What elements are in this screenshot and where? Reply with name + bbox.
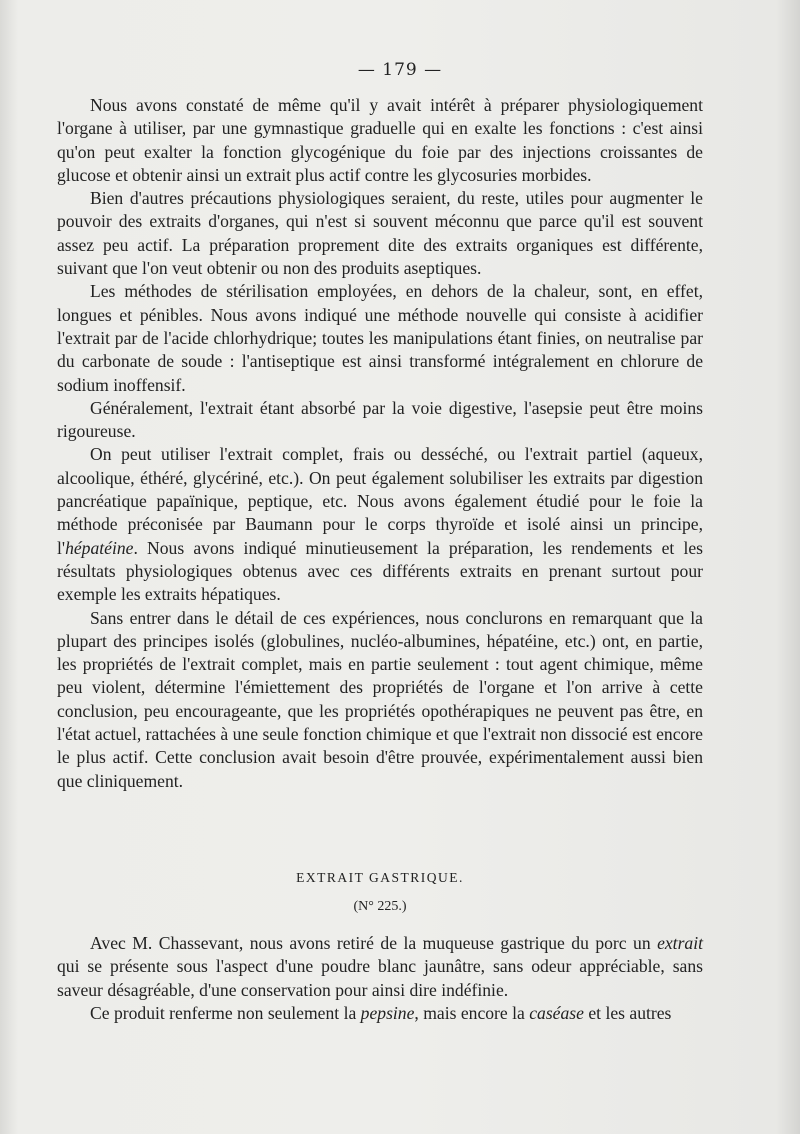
section-paragraph-2 — [57, 1002, 703, 1025]
section-paragraph-2-start: Ce produit renferme non seulement la — [90, 1002, 361, 1023]
paragraph-5 — [57, 443, 703, 606]
casease-term: caséase — [529, 1002, 584, 1023]
section-number: (N° 225.) — [353, 899, 407, 914]
section-extrait-gastrique — [57, 868, 703, 1025]
section-paragraph-1-end: qui se présente sous l'aspect d'une poudre blanc jaunâtre, sans odeur appréciable, sans saveur désagréable, d'une conservation pour ainsi dire indéfinie. — [57, 956, 703, 1000]
pepsine-term: pepsine — [360, 1002, 415, 1023]
extrait-term: extrait — [657, 933, 703, 953]
section-title: EXTRAIT GASTRIQUE. — [296, 870, 464, 885]
section-paragraph-1 — [57, 932, 703, 1002]
hepateine-term: hépatéine — [65, 537, 134, 558]
page-number: — 179 — — [357, 60, 443, 80]
paragraph-2: Bien d'autres précautions physiologiques seraient, du reste, utiles pour augmenter le pouvoir des extraits d'organes, qui n'est si souvent méconnu que parce qu'il est souvent assez peu actif. La préparation proprement dite des extraits organiques est différente, suivant que l'on veut obtenir ou non des produits aseptiques. — [57, 188, 703, 279]
paragraph-4: Généralement, l'extrait étant absorbé par la voie digestive, l'asepsie peut être moins rigoureuse. — [57, 397, 703, 442]
body-text — [57, 94, 703, 793]
section-paragraph-1-start: Avec M. Chassevant, nous avons retiré de la muqueuse gastrique du porc un — [90, 933, 658, 953]
section-paragraph-2-middle: , mais encore la — [414, 1002, 530, 1023]
paragraph-5-text-end: . Nous avons indiqué minutieusement la préparation, les rendements et les résultats physiologiques obtenus avec ces différents extraits en prenant surtout pour exemple les extraits hépatiques. — [57, 537, 703, 605]
paragraph-1: Nous avons constaté de même qu'il y avait intérêt à préparer physiologiquement l'organe à utiliser, par une gymnastique graduelle qui en exalte les fonctions : c'est ainsi qu'on peut exalter la fonction glycogénique du foie par des injections croissantes de glucose et obtenir ainsi un extrait plus actif contre les glycosuries morbides. — [57, 95, 703, 185]
paragraph-3: Les méthodes de stérilisation employées, en dehors de la chaleur, sont, en effet, longues et pénibles. Nous avons indiqué une méthode nouvelle qui consiste à acidifier l'extrait par de l'acide chlorhydrique; toutes les manipulations étant finies, on neutralise par du carbonate de soude : l'antiseptique est ainsi transformé intégralement en chlorure de sodium inoffensif. — [57, 281, 703, 395]
paragraph-5-text-start: On peut utiliser l'extrait complet, frais ou desséché, ou l'extrait partiel (aqueux, alcoolique, éthéré, glycériné, etc.). On peut également solubiliser les extraits par digestion pancréatique papaïnique, peptique, etc. Nous avons également étudié pour le foie la méthode préconisée par Baumann pour le corps thyroïde et isolé ainsi un principe, l' — [57, 444, 703, 558]
section-paragraph-2-end: et les autres — [583, 1002, 672, 1023]
paragraph-6: Sans entrer dans le détail de ces expériences, nous conclurons en remarquant que la plupart des principes isolés (globulines, nucléo-albumines, hépatéine, etc.) ont, en partie, les propriétés de l'extrait complet, mais en partie seulement : tout agent chimique, même peu violent, détermine l'émiettement des propriétés de l'organe et l'on arrive à cette conclusion, peu encourageante, que les propriétés opothérapiques ne peuvent pas être, en l'état actuel, rattachées à une seule fonction chimique et que l'extrait non dissocié est encore le plus actif. Cette conclusion avait besoin d'être prouvée, expérimentalement aussi bien que cliniquement. — [57, 607, 703, 791]
